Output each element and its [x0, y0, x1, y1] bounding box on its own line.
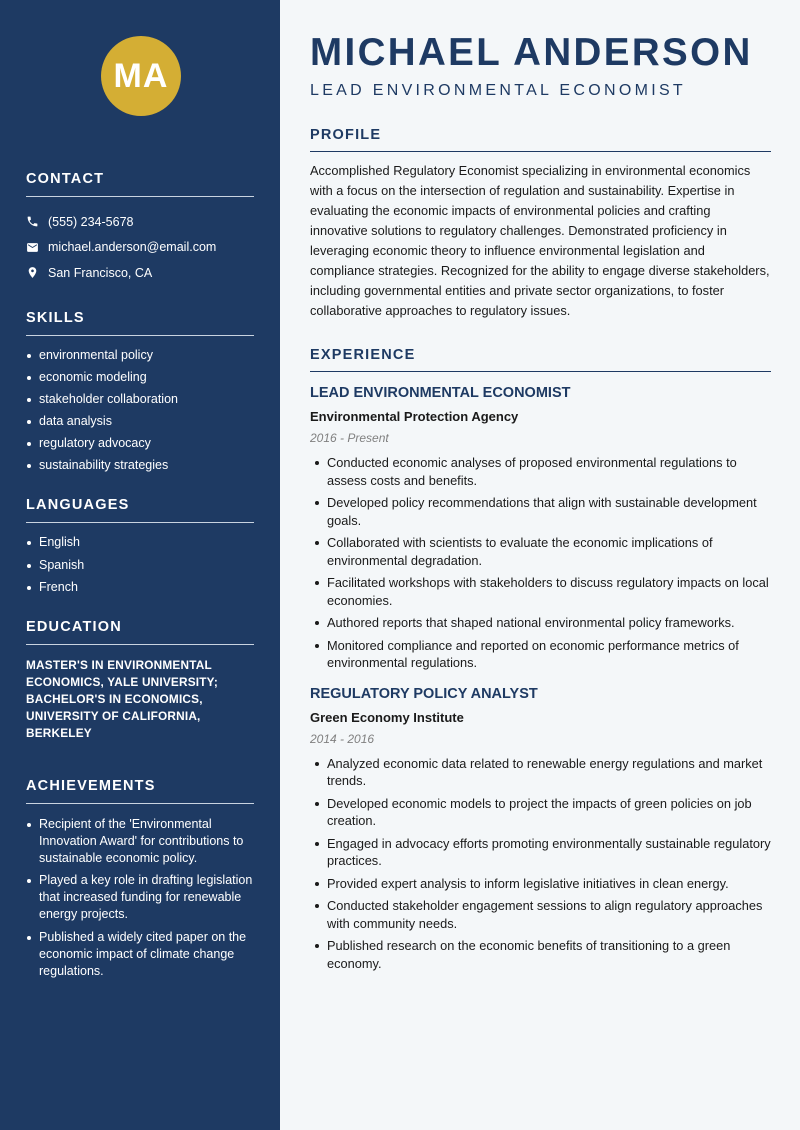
email-text[interactable]: michael.anderson@email.com [48, 240, 217, 255]
education-text: MASTER'S IN ENVIRONMENTAL ECONOMICS, YALE UNIVERSITY; BACHELOR'S IN ECONOMICS, UNIVERSITY OF CALIFORNIA, BERKELEY [26, 657, 218, 740]
skills-section [26, 310, 254, 474]
job-bullet: Conducted economic analyses of proposed environmental regulations to assess costs and benefits. [310, 454, 771, 489]
achievement-item: Played a key role in drafting legislation that increased funding for renewable energy projects. [26, 872, 254, 923]
languages-section [26, 497, 254, 594]
achievement-item: Published a widely cited paper on the economic impact of climate change regulations. [26, 929, 254, 980]
experience-heading: EXPERIENCE [310, 347, 771, 372]
profile-heading: PROFILE [310, 127, 771, 152]
avatar [101, 36, 181, 116]
contact-email [26, 235, 254, 261]
job-bullet: Facilitated workshops with stakeholders to discuss regulatory impacts on local economies. [310, 574, 771, 609]
job-bullet: Provided expert analysis to inform legislative initiatives in clean energy. [310, 875, 771, 893]
skills-list [26, 348, 254, 474]
experience-section [310, 347, 771, 972]
skill-item: economic modeling [26, 370, 254, 385]
skill-item: stakeholder collaboration [26, 392, 254, 407]
person-name: MICHAEL ANDERSON [310, 31, 753, 74]
job-bullets [310, 755, 771, 973]
job-bullet: Developed economic models to project the impacts of green policies on job creation. [310, 795, 771, 830]
job-dates: 2014 - 2016 [310, 731, 375, 746]
achievements-heading: ACHIEVEMENTS [26, 778, 254, 804]
job-bullets [310, 454, 771, 672]
location-pin-icon [26, 266, 39, 279]
job-bullet: Published research on the economic benefits of transitioning to a green economy. [310, 937, 771, 972]
contact-location [26, 260, 254, 286]
skills-heading: SKILLS [26, 310, 254, 336]
job-bullet: Collaborated with scientists to evaluate the economic implications of environmental degradation. [310, 534, 771, 569]
achievements-section [26, 778, 254, 980]
job-entry [310, 385, 771, 672]
sidebar [0, 0, 280, 1130]
job-bullet: Engaged in advocacy efforts promoting environmentally sustainable regulatory practices. [310, 835, 771, 870]
skill-item: sustainability strategies [26, 458, 254, 473]
skill-item: environmental policy [26, 348, 254, 363]
job-bullet: Analyzed economic data related to renewable energy regulations and market trends. [310, 755, 771, 790]
job-entry [310, 686, 771, 973]
skill-item: data analysis [26, 414, 254, 429]
language-item: Spanish [26, 558, 254, 573]
education-section [26, 619, 254, 742]
phone-text[interactable]: (555) 234-5678 [48, 214, 134, 229]
profile-section [310, 127, 771, 321]
profile-text: Accomplished Regulatory Economist specializing in environmental economics with a focus on the intersection of regulation and sustainability. Expertise in evaluating the economic impacts of environmental policies and crafting innovative solutions to regulatory challenges. Demonstrated proficiency in leveraging economic theory to influence environmental legislation and compliance strategies. Recognized for the ability to engage diverse stakeholders, including governmental entities and private sector organizations, to foster collaborative approaches to regulatory issues. [310, 163, 770, 318]
job-company: Green Economy Institute [310, 709, 464, 725]
contact-heading: CONTACT [26, 171, 254, 197]
job-role: LEAD ENVIRONMENTAL ECONOMIST [310, 385, 571, 401]
contact-phone [26, 209, 254, 235]
job-bullet: Authored reports that shaped national environmental policy frameworks. [310, 614, 771, 632]
job-role: REGULATORY POLICY ANALYST [310, 685, 538, 702]
avatar-initials: MA [113, 56, 169, 95]
languages-list [26, 535, 254, 594]
email-icon [26, 241, 39, 254]
job-bullet: Monitored compliance and reported on economic performance metrics of environmental regulations. [310, 637, 771, 672]
achievement-item: Recipient of the 'Environmental Innovation Award' for contributions to sustainable economic policy. [26, 816, 254, 867]
education-heading: EDUCATION [26, 619, 254, 645]
job-bullet: Developed policy recommendations that align with sustainable development goals. [310, 494, 771, 529]
job-title: LEAD ENVIRONMENTAL ECONOMIST [310, 82, 686, 99]
contact-section [26, 171, 254, 286]
language-item: English [26, 535, 254, 550]
achievements-list [26, 816, 254, 980]
main-content [310, 0, 771, 977]
job-bullet: Conducted stakeholder engagement sessions to align regulatory approaches with community needs. [310, 897, 771, 932]
location-text: San Francisco, CA [48, 265, 153, 280]
skill-item: regulatory advocacy [26, 436, 254, 451]
job-dates: 2016 - Present [310, 431, 389, 445]
languages-heading: LANGUAGES [26, 497, 254, 523]
job-company: Environmental Protection Agency [310, 409, 519, 424]
phone-icon [26, 215, 39, 228]
language-item: French [26, 580, 254, 595]
